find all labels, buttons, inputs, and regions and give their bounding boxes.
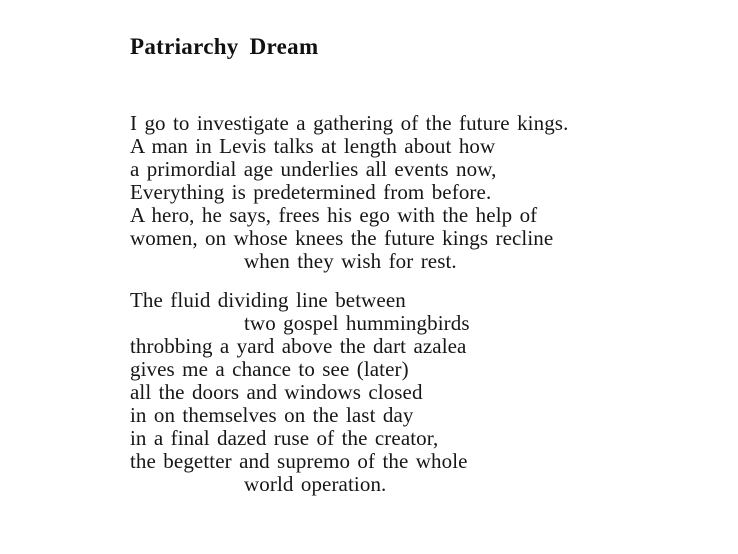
poem-line: gives me a chance to see (later) <box>130 357 409 381</box>
poem-stanza <box>130 289 708 496</box>
poem-line: the begetter and supremo of the whole <box>130 449 468 473</box>
poem-title: Patriarchy Dream <box>130 34 319 59</box>
poem-line: when they wish for rest. <box>244 249 457 273</box>
poem-line: The fluid dividing line between <box>130 288 406 312</box>
poem-line: throbbing a yard above the dart azalea <box>130 334 467 358</box>
poem-line: in on themselves on the last day <box>130 403 414 427</box>
poem-line: a primordial age underlies all events now, <box>130 157 497 181</box>
poem-stanza <box>130 112 708 273</box>
poem-line: Everything is predetermined from before. <box>130 180 492 204</box>
poem-body <box>130 112 708 496</box>
poem-line: I go to investigate a gathering of the future kings. <box>130 111 569 135</box>
poem-line: all the doors and windows closed <box>130 380 423 404</box>
poem-line: world operation. <box>244 472 387 496</box>
poem-line: A man in Levis talks at length about how <box>130 134 496 158</box>
poem-line: in a final dazed ruse of the creator, <box>130 426 439 450</box>
poem-line: women, on whose knees the future kings recline <box>130 226 554 250</box>
poem-line: two gospel hummingbirds <box>244 311 470 335</box>
poem-line: A hero, he says, frees his ego with the help of <box>130 203 538 227</box>
